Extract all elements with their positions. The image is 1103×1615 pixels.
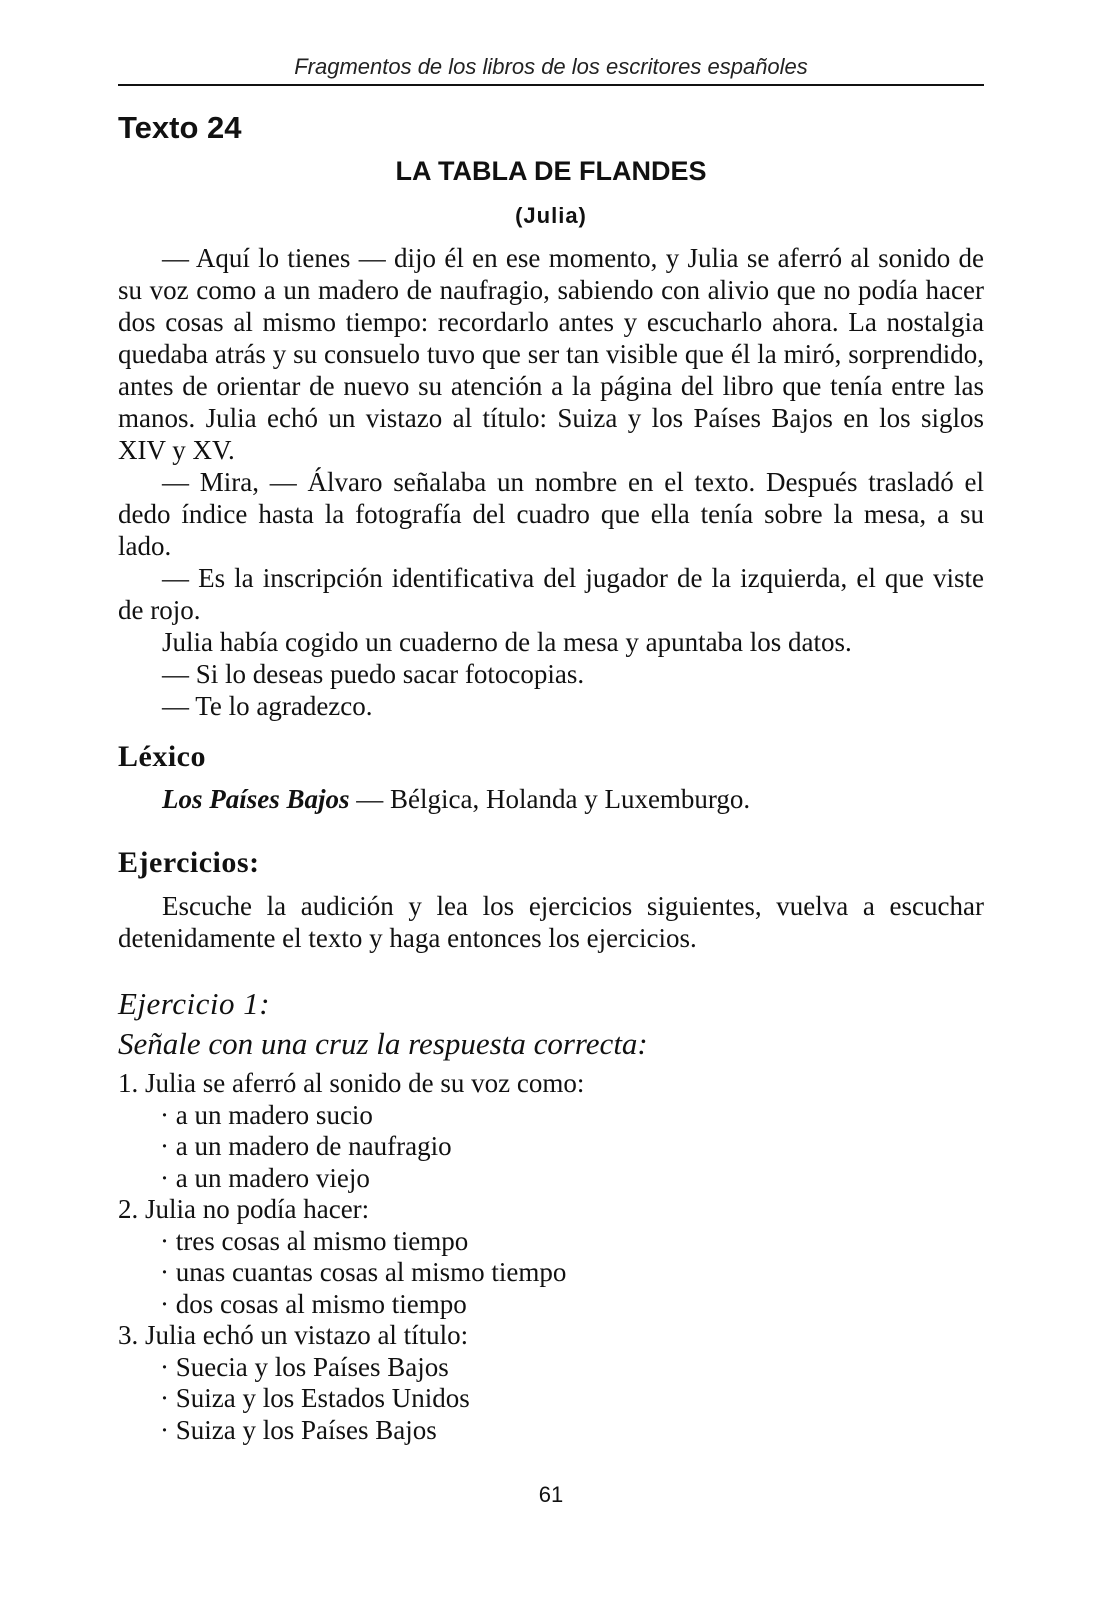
question: 2. Julia no podía hacer: xyxy=(118,1194,370,1224)
lexicon-term: Los Países Bajos xyxy=(162,784,350,814)
text-title: LA TABLA DE FLANDES xyxy=(395,156,707,186)
exercises-heading: Ejercicios: xyxy=(118,846,260,879)
exercise-prompt: Señale con una cruz la respuesta correcta: xyxy=(118,1026,648,1061)
passage-paragraph: — Es la inscripción identificativa del jugador de la izquierda, el que viste de rojo. xyxy=(118,563,984,625)
answer-option[interactable]: · tres cosas al mismo tiempo xyxy=(160,1225,469,1256)
answer-option[interactable]: · a un madero sucio xyxy=(160,1099,373,1130)
question-list xyxy=(118,1068,984,1446)
passage-paragraph: — Te lo agradezco. xyxy=(162,691,373,721)
answer-option[interactable]: · Suiza y los Estados Unidos xyxy=(160,1383,470,1413)
section-label: Texto 24 xyxy=(118,110,242,145)
page-number: 61 xyxy=(538,1482,564,1507)
lexicon-entry xyxy=(162,784,750,815)
answer-option[interactable]: · unas cuantas cosas al mismo tiempo xyxy=(160,1257,567,1287)
answer-option[interactable]: · dos cosas al mismo tiempo xyxy=(160,1288,467,1319)
exercises-instructions: Escuche la audición y lea los ejercicios siguientes, vuelva a escuchar detenidamente el texto y haga entonces los ejercicios. xyxy=(118,891,984,953)
answer-option[interactable]: · Suiza y los Países Bajos xyxy=(160,1414,437,1445)
passage-paragraph: — Mira, — Álvaro señalaba un nombre en el texto. Después trasladó el dedo índice hasta la fotografía del cuadro que ella tenía sobre la mesa, a su lado. xyxy=(118,467,984,561)
question: 1. Julia se aferró al sonido de su voz como: xyxy=(118,1068,585,1098)
lexicon-definition: — Bélgica, Holanda y Luxemburgo. xyxy=(349,784,751,814)
passage-paragraph: Julia había cogido un cuaderno de la mesa y apuntaba los datos. xyxy=(162,627,852,657)
question: 3. Julia echó un vistazo al título: xyxy=(118,1320,469,1350)
passage xyxy=(118,242,984,722)
running-header: Fragmentos de los libros de los escritores españoles xyxy=(294,54,808,79)
header-rule xyxy=(118,84,984,86)
answer-option[interactable]: · a un madero viejo xyxy=(160,1162,370,1193)
exercise-title: Ejercicio 1: xyxy=(118,986,271,1021)
passage-paragraph: — Si lo deseas puedo sacar fotocopias. xyxy=(162,659,585,689)
text-subtitle: (Julia) xyxy=(515,203,587,228)
answer-option[interactable]: · Suecia y los Países Bajos xyxy=(160,1351,449,1382)
answer-option[interactable]: · a un madero de naufragio xyxy=(160,1131,452,1161)
passage-paragraph: — Aquí lo tienes — dijo él en ese momento, y Julia se aferró al sonido de su voz como a un madero de naufragio, sabiendo con alivio que no podía hacer dos cosas al mismo tiempo: recordarlo antes y escucharlo ahora. La nostalgia quedaba atrás y su consuelo tuvo que ser tan visible que él la miró, sorprendido, antes de orientar de nuevo su atención a la página del libro que tenía entre las manos. Julia echó un vistazo al título: Suiza y los Países Bajos en los siglos XIV y XV. xyxy=(118,243,984,465)
lexicon-heading: Léxico xyxy=(118,740,206,773)
